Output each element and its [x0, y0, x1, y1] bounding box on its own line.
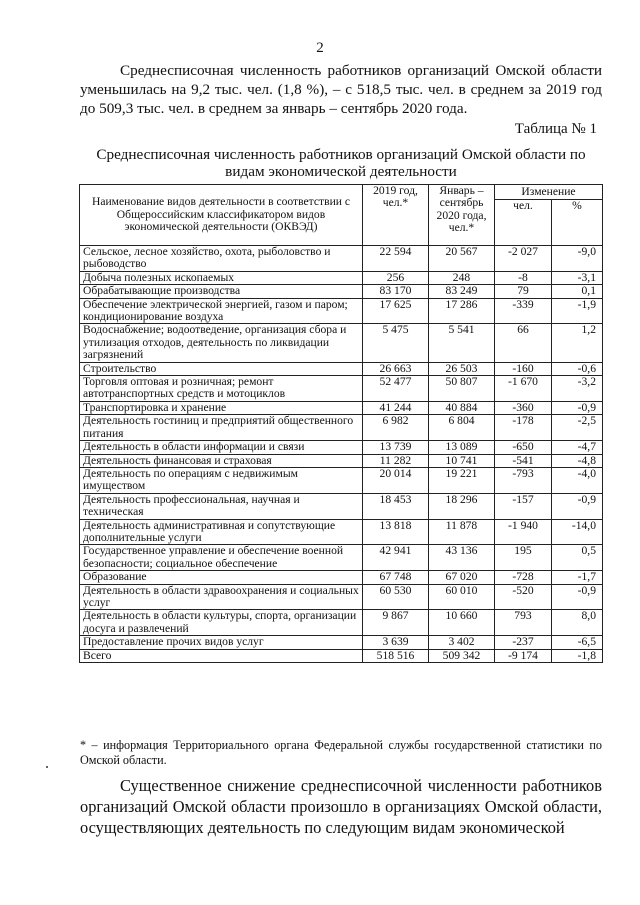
table-caption: Среднесписочная численность работников организаций Омской области по видам экономической деятельности [96, 146, 586, 180]
cell-2019: 13 739 [363, 441, 429, 454]
cell-change-pct: -4,8 [552, 454, 603, 467]
cell-2019: 41 244 [363, 401, 429, 414]
table-row [80, 467, 603, 493]
cell-jan-sep-2020: 3 402 [429, 636, 495, 649]
cell-jan-sep-2020: 18 296 [429, 493, 495, 519]
cell-activity: Обеспечение электрической энергией, газом и паром; кондиционирование воздуха [80, 298, 363, 324]
cell-jan-sep-2020: 10 660 [429, 610, 495, 636]
table-row [80, 285, 603, 298]
cell-2019: 52 477 [363, 376, 429, 402]
footnote: * – информация Территориального органа Федеральной службы государственной статистики по Омской области. [80, 738, 602, 767]
cell-activity: Деятельность по операциям с недвижимым имуществом [80, 467, 363, 493]
table-row [80, 376, 603, 402]
cell-jan-sep-2020: 43 136 [429, 545, 495, 571]
cell-change-abs: -8 [495, 271, 552, 284]
cell-change-pct: -14,0 [552, 519, 603, 545]
cell-change-pct: -0,9 [552, 401, 603, 414]
cell-activity: Транспортировка и хранение [80, 401, 363, 414]
cell-change-abs: 66 [495, 324, 552, 362]
cell-2019: 26 663 [363, 362, 429, 375]
intro-paragraph: Среднесписочная численность работников организаций Омской области уменьшилась на 9,2 тыс. чел. (1,8 %), – с 518,5 тыс. чел. в среднем за 2019 год до 509,3 тыс. чел. в среднем за январь – сентябрь 2020 года. [80, 62, 602, 117]
header-jan-sep-2020: Январь – сентябрь 2020 года, чел.* [429, 185, 495, 246]
cell-change-abs: -157 [495, 493, 552, 519]
cell-change-pct: -3,1 [552, 271, 603, 284]
table-row [80, 271, 603, 284]
cell-change-pct: 0,5 [552, 545, 603, 571]
cell-2019: 518 516 [363, 649, 429, 662]
cell-activity: Деятельность административная и сопутствующие дополнительные услуги [80, 519, 363, 545]
cell-change-pct: 0,1 [552, 285, 603, 298]
cell-2019: 9 867 [363, 610, 429, 636]
cell-activity: Обрабатывающие производства [80, 285, 363, 298]
cell-jan-sep-2020: 19 221 [429, 467, 495, 493]
cell-activity: Сельское, лесное хозяйство, охота, рыболовство и рыбоводство [80, 246, 363, 272]
cell-jan-sep-2020: 509 342 [429, 649, 495, 662]
cell-2019: 67 748 [363, 571, 429, 584]
cell-change-pct: -4,7 [552, 441, 603, 454]
cell-jan-sep-2020: 83 249 [429, 285, 495, 298]
table-row [80, 636, 603, 649]
cell-jan-sep-2020: 60 010 [429, 584, 495, 610]
cell-change-abs: -2 027 [495, 246, 552, 272]
table-row [80, 298, 603, 324]
cell-change-abs: -339 [495, 298, 552, 324]
cell-jan-sep-2020: 248 [429, 271, 495, 284]
cell-change-abs: -520 [495, 584, 552, 610]
header-2019: 2019 год, чел.* [363, 185, 429, 246]
cell-change-pct: 8,0 [552, 610, 603, 636]
cell-jan-sep-2020: 11 878 [429, 519, 495, 545]
table-row [80, 493, 603, 519]
cell-change-abs: -541 [495, 454, 552, 467]
cell-change-abs: 793 [495, 610, 552, 636]
cell-activity: Деятельность гостиниц и предприятий общественного питания [80, 415, 363, 441]
cell-jan-sep-2020: 17 286 [429, 298, 495, 324]
cell-activity: Деятельность в области культуры, спорта, организации досуга и развлечений [80, 610, 363, 636]
cell-jan-sep-2020: 5 541 [429, 324, 495, 362]
cell-2019: 83 170 [363, 285, 429, 298]
cell-2019: 6 982 [363, 415, 429, 441]
cell-jan-sep-2020: 26 503 [429, 362, 495, 375]
cell-change-pct: -1,9 [552, 298, 603, 324]
cell-2019: 11 282 [363, 454, 429, 467]
header-change: Изменение [495, 185, 603, 200]
cell-change-pct: -0,6 [552, 362, 603, 375]
cell-change-abs: -360 [495, 401, 552, 414]
cell-jan-sep-2020: 40 884 [429, 401, 495, 414]
table-row [80, 454, 603, 467]
header-change-abs: чел. [495, 200, 552, 246]
cell-change-pct: -9,0 [552, 246, 603, 272]
table-body [80, 246, 603, 663]
cell-activity: Добыча полезных ископаемых [80, 271, 363, 284]
cell-2019: 17 625 [363, 298, 429, 324]
cell-change-abs: -793 [495, 467, 552, 493]
cell-activity: Предоставление прочих видов услуг [80, 636, 363, 649]
cell-change-pct: -0,9 [552, 584, 603, 610]
cell-activity: Деятельность в области информации и связи [80, 441, 363, 454]
table-row [80, 324, 603, 362]
employment-table [79, 184, 603, 663]
cell-activity: Деятельность в области здравоохранения и социальных услуг [80, 584, 363, 610]
cell-activity: Торговля оптовая и розничная; ремонт автотранспортных средств и мотоциклов [80, 376, 363, 402]
page-number: 2 [316, 40, 324, 56]
table-row [80, 401, 603, 414]
table-row [80, 571, 603, 584]
cell-activity: Строительство [80, 362, 363, 375]
cell-change-pct: -6,5 [552, 636, 603, 649]
table-row [80, 362, 603, 375]
cell-change-abs: -1 940 [495, 519, 552, 545]
cell-jan-sep-2020: 50 807 [429, 376, 495, 402]
cell-2019: 22 594 [363, 246, 429, 272]
cell-activity: Всего [80, 649, 363, 662]
cell-change-pct: 1,2 [552, 324, 603, 362]
cell-change-pct: -4,0 [552, 467, 603, 493]
cell-change-abs: -728 [495, 571, 552, 584]
cell-jan-sep-2020: 6 804 [429, 415, 495, 441]
cell-change-abs: -9 174 [495, 649, 552, 662]
cell-change-pct: -0,9 [552, 493, 603, 519]
cell-change-abs: -237 [495, 636, 552, 649]
cell-2019: 42 941 [363, 545, 429, 571]
cell-2019: 18 453 [363, 493, 429, 519]
cell-activity: Государственное управление и обеспечение военной безопасности; социальное обеспечение [80, 545, 363, 571]
cell-change-pct: -2,5 [552, 415, 603, 441]
cell-jan-sep-2020: 10 741 [429, 454, 495, 467]
cell-2019: 256 [363, 271, 429, 284]
cell-2019: 5 475 [363, 324, 429, 362]
cell-change-abs: -178 [495, 415, 552, 441]
cell-change-abs: -1 670 [495, 376, 552, 402]
cell-change-pct: -1,7 [552, 571, 603, 584]
table-row [80, 610, 603, 636]
table-row [80, 441, 603, 454]
table-row [80, 246, 603, 272]
cell-activity: Водоснабжение; водоотведение, организация сбора и утилизация отходов, деятельность по ликвидации загрязнений [80, 324, 363, 362]
outro-paragraph: Существенное снижение среднесписочной численности работников организаций Омской области произошло в организациях Омской области, осуществляющих деятельность по следующим видам экономической [80, 776, 602, 837]
table-row [80, 519, 603, 545]
cell-change-pct: -3,2 [552, 376, 603, 402]
table-label: Таблица № 1 [514, 121, 597, 137]
table-row [80, 545, 603, 571]
cell-change-pct: -1,8 [552, 649, 603, 662]
cell-change-abs: -160 [495, 362, 552, 375]
cell-change-abs: -650 [495, 441, 552, 454]
header-activity: Наименование видов деятельности в соответствии с Общероссийским классификатором видов экономической деятельности (ОКВЭД) [80, 185, 363, 246]
cell-change-abs: 79 [495, 285, 552, 298]
cell-2019: 60 530 [363, 584, 429, 610]
header-change-pct: % [552, 200, 603, 246]
cell-jan-sep-2020: 20 567 [429, 246, 495, 272]
cell-change-abs: 195 [495, 545, 552, 571]
cell-2019: 20 014 [363, 467, 429, 493]
cell-activity: Деятельность финансовая и страховая [80, 454, 363, 467]
table-header-row [80, 185, 603, 200]
table-row [80, 584, 603, 610]
cell-jan-sep-2020: 13 089 [429, 441, 495, 454]
table-row [80, 415, 603, 441]
cell-2019: 13 818 [363, 519, 429, 545]
cell-2019: 3 639 [363, 636, 429, 649]
table-row [80, 649, 603, 662]
cell-jan-sep-2020: 67 020 [429, 571, 495, 584]
margin-mark [46, 766, 48, 768]
cell-activity: Деятельность профессиональная, научная и техническая [80, 493, 363, 519]
cell-activity: Образование [80, 571, 363, 584]
